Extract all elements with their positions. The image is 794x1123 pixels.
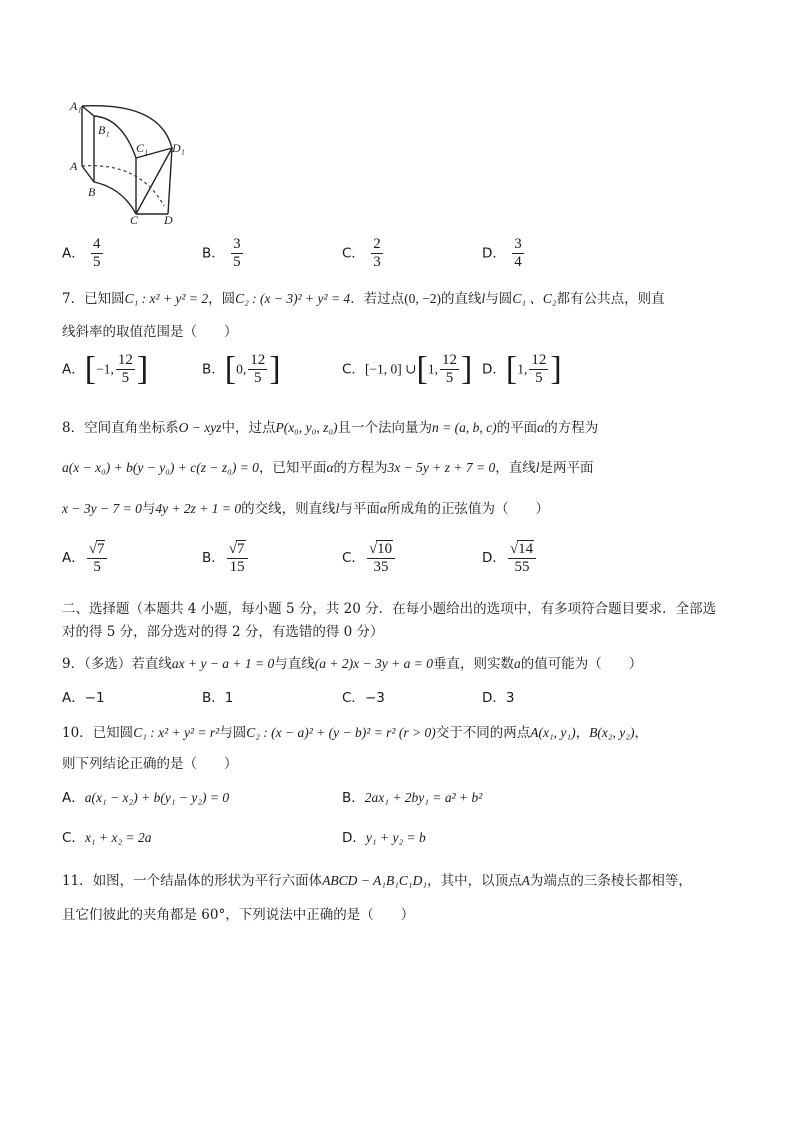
q11-line-1: 11．如图，一个结晶体的形状为平行六面体ABCD − A₁B₁C₁D₁，其中，以顶点A为端点的三条棱长都相等，	[62, 873, 692, 889]
q7-option-b[interactable]: B．[0, $\frac{12}{5}$ ]	[202, 350, 281, 388]
q10-option-c[interactable]: C．x₁ + x₂ = 2a	[62, 830, 152, 846]
edge-a-b	[82, 166, 94, 182]
q10-line-2: 则下列结论正确的是（ ）	[62, 756, 238, 772]
edge-c-d1	[136, 148, 172, 214]
q10-option-b[interactable]: B．2ax₁ + 2by₁ = a² + b²	[342, 790, 483, 806]
q8-line-1: 8．空间直角坐标系O − xyz中，过点P(x₀, y₀, z₀)且一个法向量为n = (a, b, c)的平面α的方程为	[62, 420, 599, 436]
q7-line-2: 线斜率的取值范围是（ ）	[62, 324, 238, 340]
q10-option-d[interactable]: D．y₁ + y₂ = b	[342, 830, 426, 846]
arc-a1-d1	[82, 106, 172, 148]
geometry-figure	[60, 96, 200, 226]
q6-option-c[interactable]: C． $\frac{2}{3}$	[342, 236, 381, 270]
label-b1: B₁	[98, 123, 110, 137]
q9-option-b[interactable]: B．1	[202, 690, 234, 706]
q8-line-3: x − 3y − 7 = 0与4y + 2z + 1 = 0的交线，则直线l与平面α所成角的正弦值为（ ）	[62, 501, 550, 517]
q7-line-1: 7．已知圆C₁ : x² + y² = 2，圆C₂ : (x − 3)² + y² = 4．若过点(0, −2)的直线l与圆C₁ 、C₂都有公共点，则直	[62, 291, 665, 307]
q8-option-a[interactable]: A． $\frac{√7}{5}$	[62, 540, 109, 576]
q7-option-a[interactable]: A．[−1, $\frac{12}{5}$ ]	[62, 350, 149, 388]
label-b: B	[88, 185, 96, 199]
label-a1: A₁	[70, 99, 82, 113]
q11-line-2: 且它们彼此的夹角都是 60°，下列说法中正确的是（ ）	[62, 907, 415, 923]
label-c: C	[130, 213, 139, 226]
q7-option-c[interactable]: C．[−1, 0] ∪[1, $\frac{12}{5}$ ]	[342, 350, 473, 388]
label-a: A	[70, 159, 78, 173]
q9-option-d[interactable]: D．3	[482, 690, 515, 706]
q10-option-a[interactable]: A．a(x₁ − x₂) + b(y₁ − y₂) = 0	[62, 790, 230, 806]
label-d1: D₁	[172, 141, 185, 155]
q6-option-b[interactable]: B． $\frac{3}{5}$	[202, 236, 241, 270]
q6-option-d[interactable]: D． $\frac{3}{4}$	[482, 236, 522, 270]
q9-line-1: 9．（多选）若直线ax + y − a + 1 = 0与直线(a + 2)x − 3y + a = 0垂直，则实数a的值可能为（ ）	[62, 656, 643, 672]
label-c1: C₁	[136, 141, 149, 155]
label-d: D	[164, 213, 173, 226]
q8-option-c[interactable]: C． $\frac{√10}{35}$	[342, 540, 397, 576]
q9-option-c[interactable]: C．−3	[342, 690, 385, 706]
fraction: $\frac{2}{3}$	[373, 236, 381, 270]
q8-line-2: a(x − x₀) + b(y − y₀) + c(z − z₀) = 0，已知平面α的方程为3x − 5y + z + 7 = 0，直线l是两平面	[62, 460, 594, 476]
edge-a1-b1	[82, 106, 94, 116]
q9-option-a[interactable]: A．−1	[62, 690, 105, 706]
q10-line-1: 10．已知圆C₁ : x² + y² = r²与圆C₂ : (x − a)² + (y − b)² = r² (r > 0)交于不同的两点A(x₁, y₁)，B(x₂, y₂)，	[62, 725, 648, 741]
fraction: $\frac{4}{5}$	[93, 236, 101, 270]
q8-option-b[interactable]: B． $\frac{√7}{15}$	[202, 540, 250, 576]
arc-b-c	[94, 182, 136, 214]
fraction: $\frac{3}{5}$	[233, 236, 241, 270]
section-2-heading-line-1: 二、选择题（本题共 4 小题，每小题 5 分，共 20 分．在每小题给出的选项中，有多项符合题目要求．全部选	[62, 601, 717, 617]
q7-option-d[interactable]: D．[1, $\frac{12}{5}$ ]	[482, 350, 562, 388]
q6-option-a[interactable]: A． $\frac{4}{5}$	[62, 236, 101, 270]
edge-d1-d	[168, 148, 172, 214]
fraction: $\frac{3}{4}$	[514, 236, 522, 270]
section-2-heading-line-2: 对的得 5 分，部分选对的得 2 分，有选错的得 0 分）	[62, 624, 384, 640]
q8-option-d[interactable]: D． $\frac{√14}{55}$	[482, 540, 538, 576]
